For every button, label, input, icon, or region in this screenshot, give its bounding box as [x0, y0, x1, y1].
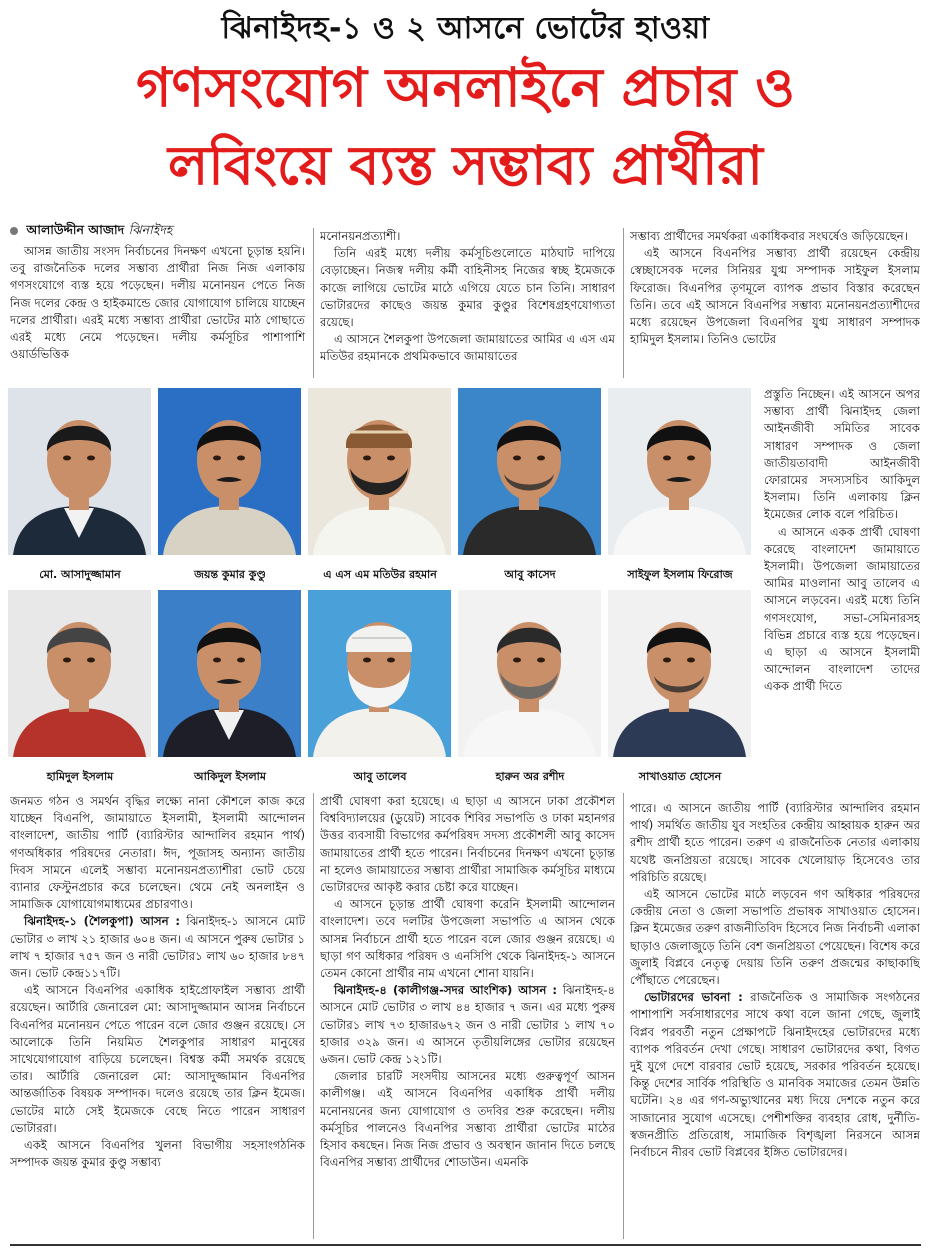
bullet-icon: [10, 227, 18, 235]
paragraph: এই আসনে বিএনপির সম্ভাব্য প্রার্থী রয়েছেন কেন্দ্রীয় স্বেচ্ছাসেবক দলের সিনিয়র যুগ্ম সম্পাদক সাইফুল ইসলাম ফিরোজ। বিএনপির তৃণমূলে ব্যাপক প্রভাব বিস্তার করেছেন তিনি। তবে এই আসনে বিএনপির সম্ভাব্য মনোনয়নপ্রত্যাশীদের মধ্যে রয়েছেন উপজেলা বিএনপির যুগ্ম সাধারণ সম্পাদক হামিদুল ইসলাম। তিনিও ভোটের: [630, 246, 920, 347]
paragraph: সম্ভাব্য প্রার্থীদের সমর্থকরা একাধিকবার সংঘর্ষেও জড়িয়েছেন।: [630, 229, 908, 243]
paragraph: রাজনৈতিক ও সামাজিক সংগঠনের পাশাপাশি সর্বসাধারণের সাথে কথা বলে জানা গেছে, জুলাই বিপ্লব পরবর্তী নতুন প্রেক্ষাপটে ঝিনাইদহের ভোটারদের মধ্যে ব্যাপক পরিবর্তন দেখা গেছে। সাধারণ ভোটারদের কথা, বিগত দুই যুগে দেশে বারবার ভোট হয়েছে, সরকার পরিবর্তন হয়েছে। কিন্তু দেশের সার্বিক পরিস্থিতি ও মানবিক সমাজের তেমন উন্নতি ঘটেনি। ২৪ এর গণ-অভ্যুত্থানের মধ্য দিয়ে দেশকে নতুন করে সাজানোর সুযোগ এসেছে। পেশীশক্তির ব্যবহার রোধ, দুর্নীতি-স্বজনপ্রীতি প্রতিরোধ, সামাজিক বিশৃঙ্খলা নিরসনে আসন্ন নির্বাচনে নীরব ভোট বিপ্লবের ইঙ্গিত ভোটারদের।: [630, 990, 920, 1160]
paragraph: আসন্ন জাতীয় সংসদ নির্বাচনের দিনক্ষণ এখনো চূড়ান্ত হয়নি। তবু রাজনৈতিক দলের সম্ভাব্য প্রার্থীরা নিজ নিজ এলাকায় গণসংযোগে ব্যস্ত হয়ে পড়েছেন। দলীয় মনোনয়ন পেতে নিজ নিজ দলের কেন্দ্র ও হাইকমান্ডে জোর যোগাযোগ চালিয়ে যাচ্ছেন দলের প্রার্থীরা। এরই মধ্যে সম্ভাব্য প্রার্থীরা ভোটের মাঠ গোছাতে এরই মধ্যে নেমে পড়েছেন। দলীয় কর্মসূচির পাশাপাশি ওয়ার্ডভিত্তিক: [10, 244, 305, 362]
photo-caption: জয়ন্ত কুমার কুণ্ডু: [194, 568, 266, 581]
portrait-icon: [608, 388, 751, 555]
subheading: ঝিনাইদহ-১ (শৈলকুপা) আসন :: [24, 914, 180, 929]
candidate-photo: [8, 590, 151, 757]
candidate-photo: [458, 388, 601, 555]
paragraph: মনোনয়নপ্রত্যাশী।: [320, 229, 401, 243]
portrait-icon: [608, 590, 751, 757]
column-divider: [313, 228, 314, 378]
paragraph: তিনি এরই মধ্যে দলীয় কর্মসূচিগুলোতে মাঠঘাট দাপিয়ে বেড়াচ্ছেন। নিজস্ব দলীয় কর্মী বাহিনীসহ নিজের স্বচ্ছ ইমেজকে কাজে লাগিয়ে ভোটের মাঠে এগিয়ে যেতে চান তিনি। সাধারণ ভোটারদের কাছেও জয়ন্ত কুমার কুণ্ডুর বিশেষগ্রহণযোগ্যতা রয়েছে।: [320, 246, 615, 330]
portrait-icon: [308, 388, 451, 555]
photo-caption: এ এস এম মতিউর রহমান: [323, 568, 437, 581]
column-2-top: [320, 228, 615, 376]
paragraph: এ আসনে চূড়ান্ত প্রার্থী ঘোষণা করেনি ইসলামী আন্দোলন বাংলাদেশ। তবে দলটির উপজেলা সভাপতি এ আসন থেকে আসন্ন নির্বাচনে প্রার্থী হতে পারেন বলে জোর গুঞ্জন রয়েছে। এ ছাড়া গণ অধিকার পরিষদ ও এনসিপি থেকে ঝিনাইদহ-১ আসনে তেমন কোনো প্রার্থীর নাম এখনো শোনা যায়নি।: [320, 897, 615, 981]
column-1-top: [10, 243, 305, 373]
headline-line-1: গণসংযোগ অনলাইনে প্রচার ও: [136, 56, 795, 119]
column-3-side: [764, 386, 920, 798]
candidate-photo: [608, 590, 751, 757]
portrait-icon: [8, 590, 151, 757]
portrait-icon: [158, 388, 301, 555]
paragraph: ঝিনাইদহ-৪ আসনে মোট ভোটার ৩ লাখ ৪৪ হাজার ৭ জন। এর মধ্যে পুরুষ ভোটার১ লাখ ৭৩ হাজার৬৭২ জন ও নারী ভোটার ১ লাখ ৭০ হাজার ৩২৯ জন। এ আসনে তৃতীয়লিঙ্গের ভোটার রয়েছেন ৬জন। ভোট কেন্দ্র ১২১টি।: [320, 983, 615, 1067]
paragraph: প্রার্থী ঘোষণা করা হয়েছে। এ ছাড়া এ আসনে ঢাকা প্রকৌশল বিশ্ববিদ্যালয়ের (ডুয়েট) সাবেক শিবির সভাপতি ও ঢাকা মহানগর উত্তর ব্যবসায়ী বিভাগের কর্মপরিষদ সদস্য প্রকৌশলী আবু কাসেদ জামায়াতের প্রার্থী হতে পারেন। নির্বাচনের দিনক্ষণ এখনো চূড়ান্ত না হলেও জামায়াতের সম্ভাব্য প্রার্থীরা সামাজিক কর্মসূচির মাধ্যমে ভোটারদের আকৃষ্ট করার চেষ্টা করে যাচ্ছেন।: [320, 794, 615, 895]
paragraph: ঝিনাইদহ-১ আসনে মোট ভোটার ৩ লাখ ২১ হাজার ৬০৪ জন। এ আসনে পুরুষ ভোটার ১ লাখ ৭ হাজার ৭৫৭ জন ও নারী ভোটার১ লাখ ৬০ হাজার ৮৪৭ জন। ভোট কেন্দ্র১১৭টি।: [10, 914, 305, 981]
column-divider: [623, 793, 624, 1239]
photo-caption: হামিদুল ইসলাম: [46, 770, 114, 783]
photo-caption: আবু কাসেদ: [504, 568, 556, 581]
column-3-top: [630, 228, 920, 386]
photo-caption: হারুন অর রশীদ: [495, 770, 565, 783]
portrait-icon: [458, 590, 601, 757]
photo-caption: আকিদুল ইসলাম: [194, 770, 266, 783]
column-3-bottom: [630, 800, 920, 1239]
candidate-photo: [308, 388, 451, 555]
byline: [10, 222, 172, 242]
candidate-photo: [8, 388, 151, 555]
portrait-icon: [308, 590, 451, 757]
column-divider: [623, 228, 624, 378]
photo-caption: মো. আসাদুজ্জামান: [39, 568, 121, 581]
column-1-bottom: [10, 793, 305, 1239]
headline-line-2: লবিংয়ে ব্যস্ত সম্ভাব্য প্রার্থীরা: [168, 134, 763, 197]
byline-place: ঝিনাইদহ: [128, 222, 173, 237]
photo-caption: আবু তালেব: [353, 770, 407, 783]
kicker: ঝিনাইদহ-১ ও ২ আসনে ভোটের হাওয়া: [221, 11, 710, 46]
candidate-photo: [158, 590, 301, 757]
photo-caption: সাখাওয়াত হোসেন: [638, 770, 722, 783]
paragraph: এই আসনে বিএনপির একাধিক হাইপ্রোফাইল সম্ভাব্য প্রার্থী রয়েছেন। আর্টারি জেনারেল মো: আসাদুজ্জামান আসন্ন নির্বাচনে বিএনপির মনোনয়ন পেতে পারেন বলে জোর গুঞ্জন রয়েছে। সে আলোকে তিনি নিয়মিত শৈলকুপার সাধারণ মানুষের সাথেযোগাযোগ বাড়িয়ে চলেছেন। বিশ্বস্ত কর্মী সমর্থক রয়েছে তার। আর্টারি জেনারেল মো: আসাদুজ্জামান বিএনপির আন্তর্জাতিক বিষয়ক সম্পাদক। দলেও রয়েছে তার ক্লিন ইমেজ। ভোটের মাঠে সেই ইমেজকে বেছে নিতে পারেন সাধারণ ভোটাররা।: [10, 983, 305, 1135]
paragraph: জনমত গঠন ও সমর্থন বৃদ্ধির লক্ষ্যে নানা কৌশলে কাজ করে যাচ্ছেন বিএনপি, জামায়াতে ইসলামী, ইসলামী আন্দোলন বাংলাদেশ, জাতীয় পার্টি (ব্যারিস্টার আন্দালিব রহমান পার্থ) গণঅধিকার পরিষদের নেতারা। ঈদ, পূজাসহ অন্যান্য জাতীয় দিবস সামনে এলেই সম্ভাব্য মনোনয়নপ্রত্যাশীরা ভোট চেয়ে ব্যানার ফেস্টুনপ্রচার করে চলেছেন। থেমে নেই অনলাইন ও সামাজিক যোগাযোগমাধ্যমের প্রচারণাও।: [10, 794, 305, 912]
portrait-icon: [8, 388, 151, 555]
paragraph: এই আসনে ভোটের মাঠে লড়বেন গণ অধিকার পরিষদের কেন্দ্রীয় নেতা ও জেলা সভাপতি প্রভাষক সাখাওয়াত হোসেন। ক্লিন ইমেজের তরুণ রাজনীতিবিদ হিসেবে নিজ নির্বাচনী এলাকা ছাড়াও জেলাজুড়ে তিনি বেশ জনপ্রিয়তা পেয়েছেন। বিশেষ করে জুলাই বিপ্লবে নেতৃত্ব দেয়ায় তিনি তরুণ প্রজন্মের কাছাকাছি পৌঁছাতে পেরেছেন।: [630, 887, 920, 988]
candidate-photo: [458, 590, 601, 757]
candidate-photo: [158, 388, 301, 555]
paragraph: একই আসনে বিএনপির খুলনা বিভাগীয় সহসাংগঠনিক সম্পাদক জয়ন্ত কুমার কুণ্ডু সম্ভাব্য: [10, 1138, 305, 1170]
paragraph: এ আসনে শৈলকুপা উপজেলা জামায়াতের আমির এ এস এম মতিউর রহমানকে প্রথমিকভাবে জামায়াতের: [320, 332, 615, 364]
photo-caption: সাইফুল ইসলাম ফিরোজ: [627, 568, 733, 581]
byline-author: আলাউদ্দীন আজাদ: [26, 222, 125, 237]
paragraph: জেলার চারটি সংসদীয় আসনের মধ্যে গুরুত্বপূর্ণ আসন কালীগঞ্জ। এই আসনে বিএনপির একাধিক প্রার্থী দলীয় মনোনয়নের জন্য যোগাযোগ ও তদবির শুরু করেছেন। দলীয় কর্মসূচির পালনেও বিএনপির সম্ভাব্য প্রার্থীরা ভোটের মাঠের হিসাব কষছেন। নিজ নিজ প্রভাব ও অবস্থান জানান দিতে চলছে বিএনপির সম্ভাব্য প্রার্থীদের শোডাউন। এমনকি: [320, 1069, 615, 1170]
paragraph: এ আসনে একক প্রার্থী ঘোষণা করেছে বাংলাদেশ জামায়াতে ইসলামী। উপজেলা জামায়াতের আমির মাওলানা আবু তালেব এ আসনে লড়বেন। এরই মধ্যে তিনি গণসংযোগ, সভা-সেমিনারসহ বিভিন্ন প্রচারে ব্যস্ত হয়ে পড়েছেন। এ ছাড়া এ আসনে ইসলামী আন্দোলন বাংলাদেশ তাদের একক প্রার্থী দিতে: [764, 524, 920, 694]
column-2-bottom: [320, 793, 615, 1239]
subheading: ঝিনাইদহ-৪ (কালীগঞ্জ-সদর আংশিক) আসন :: [334, 983, 558, 998]
subheading: ভোটারদের ভাবনা :: [644, 990, 743, 1005]
candidate-photo: [608, 388, 751, 555]
portrait-icon: [158, 590, 301, 757]
paragraph: প্রস্তুতি নিচ্ছেন। এই আসনে অপর সম্ভাব্য প্রার্থী ঝিনাইদহ জেলা আইনজীবী সমিতির সাবেক সাধারণ সম্পাদক ও জেলা জাতীয়তাবাদী আইনজীবী ফোরামের সদস্যসচিব আকিদুল ইসলাম। তিনি এলাকায় ক্লিন ইমেজের লোক বলে পরিচিত।: [764, 387, 920, 522]
column-divider: [313, 793, 314, 1239]
candidate-photo: [308, 590, 451, 757]
bottom-rule: [10, 1244, 921, 1246]
portrait-icon: [458, 388, 601, 555]
paragraph: পারে। এ আসনে জাতীয় পার্টি (ব্যারিস্টার আন্দালিব রহমান পার্থ) সমর্থিত জাতীয় যুব সংহতির কেন্দ্রীয় আহ্বায়ক হারুন অর রশীদ প্রার্থী হতে পারেন। তরুণ এ রাজনৈতিক নেতার এলাকায় যথেষ্ট জনপ্রিয়তা রয়েছে। সাবেক খেলোয়াড় হিসেবেও তার পরিচিতি রয়েছে।: [630, 801, 920, 884]
